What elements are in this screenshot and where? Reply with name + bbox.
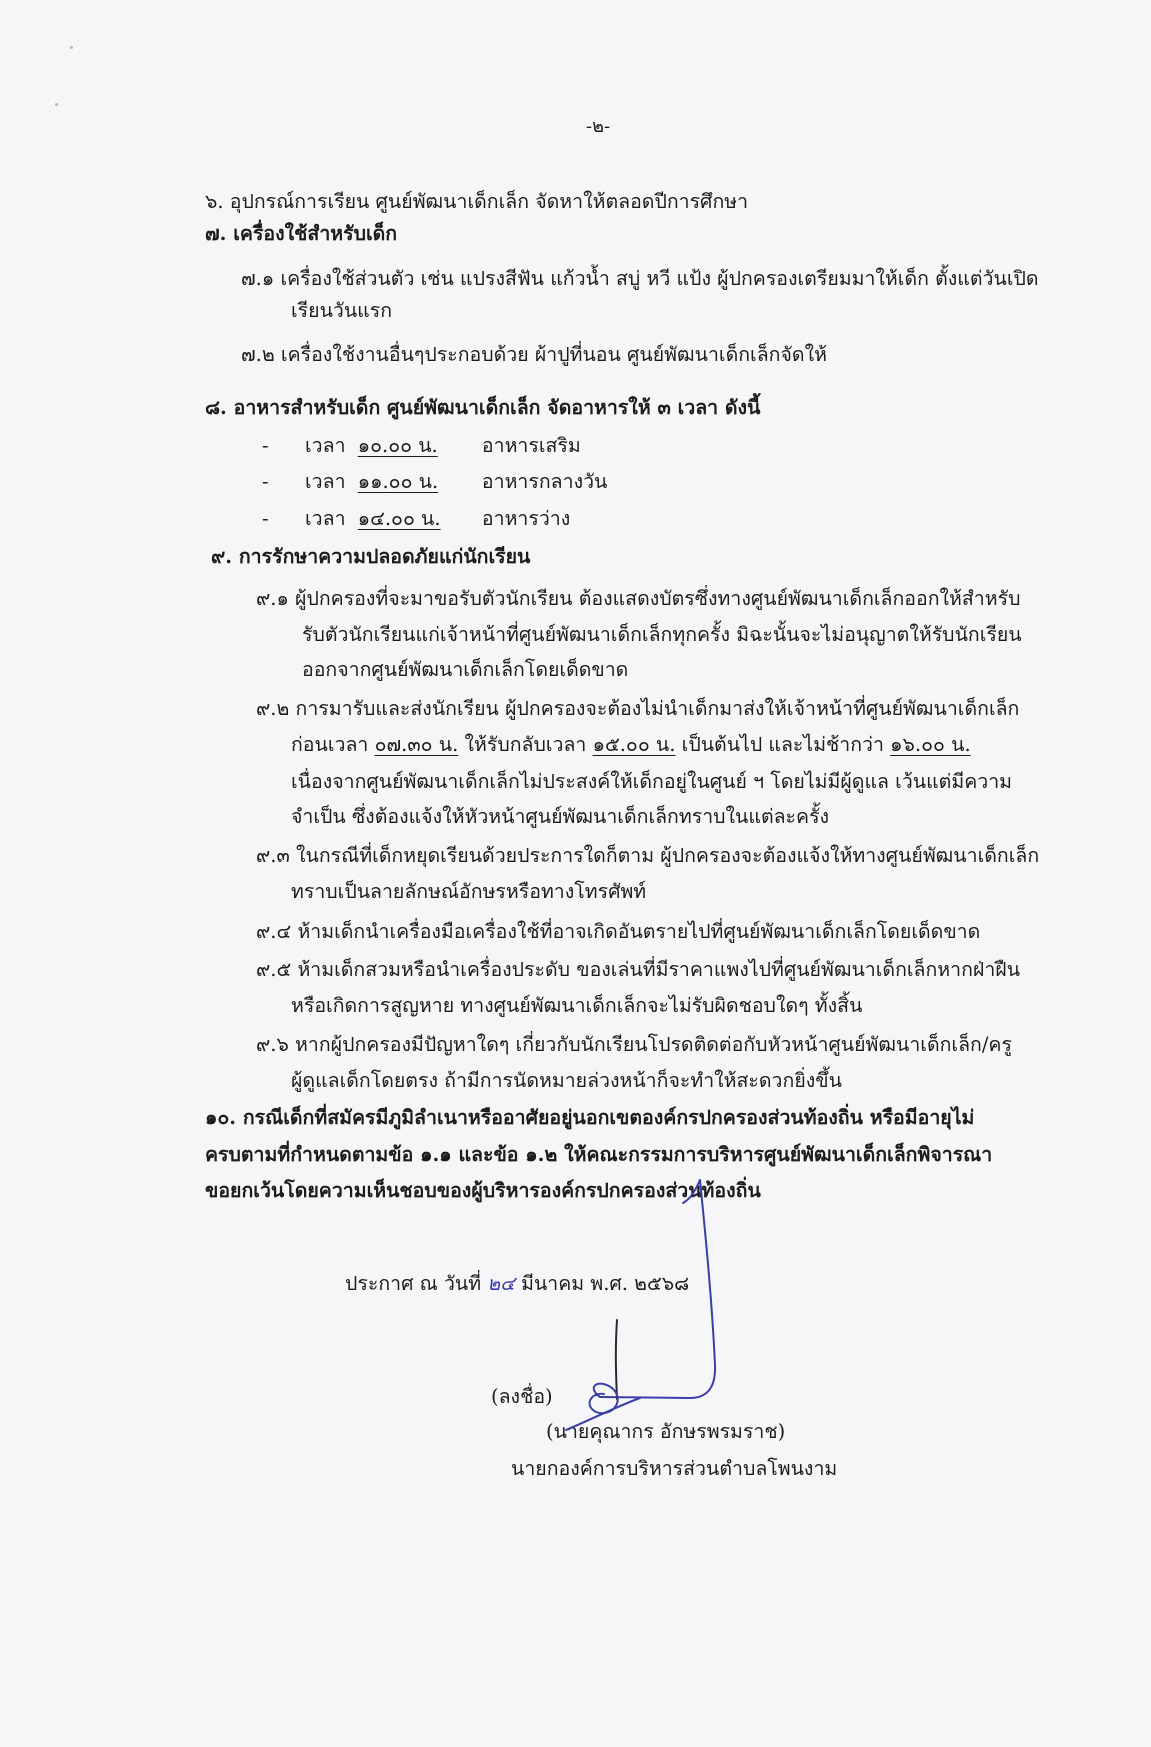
item-9-3-line1: ๙.๓ ในกรณีที่เด็กหยุดเรียนด้วยประการใดก็ตาม ผู้ปกครองจะต้องแจ้งให้ทางศูนย์พัฒนาเด็กเล็ก <box>256 844 1040 867</box>
item-7-1-line1: ๗.๑ เครื่องใช้ส่วนตัว เช่น แปรงสีฟัน แก้วน้ำ สบู่ หวี แป้ง ผู้ปกครองเตรียมมาให้เด็ก ตั้งแต่วันเปิด <box>241 267 1039 290</box>
meal-row <box>262 505 570 533</box>
item-9-2-line1: ๙.๒ การมารับและส่งนักเรียน ผู้ปกครองจะต้องไม่นำเด็กมาส่งให้เจ้าหน้าที่ศูนย์พัฒนาเด็กเล็ก <box>256 697 1020 720</box>
item-9-3-line2: ทราบเป็นลายลักษณ์อักษรหรือทางโทรศัพท์ <box>291 880 647 903</box>
item-7-heading: ๗. เครื่องใช้สำหรับเด็ก <box>205 222 398 245</box>
item-9-5-line2: หรือเกิดการสูญหาย ทางศูนย์พัฒนาเด็กเล็กจะไม่รับผิดชอบใดๆ ทั้งสิ้น <box>291 994 863 1017</box>
text-segment: ให้รับกลับเวลา <box>458 733 593 756</box>
meal-time: ๑๐.๐๐ น. <box>357 434 438 457</box>
meal-label: เวลา <box>305 434 346 457</box>
meal-dash: - <box>262 434 269 457</box>
sign-label: (ลงชื่อ) <box>491 1385 553 1408</box>
signatory-name: (นายคุณากร อักษรพรมราช) <box>546 1420 786 1443</box>
text-segment: เป็นต้นไป และไม่ช้ากว่า <box>675 733 891 756</box>
text-segment: ก่อนเวลา <box>291 733 375 756</box>
text-segment: ประกาศ ณ วันที่ <box>345 1272 488 1295</box>
meal-dash: - <box>262 507 269 530</box>
item-8-heading: ๘. อาหารสำหรับเด็ก ศูนย์พัฒนาเด็กเล็ก จัดอาหารให้ ๓ เวลา ดังนี้ <box>205 396 761 419</box>
latest-pickup-time: ๑๖.๐๐ น. <box>890 733 971 756</box>
meal-name: อาหารเสริม <box>481 434 581 457</box>
meal-row <box>262 468 607 496</box>
scan-speck <box>70 46 73 49</box>
meal-name: อาหารว่าง <box>481 507 571 530</box>
text-segment: มีนาคม พ.ศ. ๒๕๖๘ <box>514 1272 690 1295</box>
item-7-1-line2: เรียนวันแรก <box>291 299 393 322</box>
item-9-1-line2: รับตัวนักเรียนแก่เจ้าหน้าที่ศูนย์พัฒนาเด็กเล็กทุกครั้ง มิฉะนั้นจะไม่อนุญาตให้รับนักเรียน <box>302 623 1022 646</box>
item-10-line1: ๑๐. กรณีเด็กที่สมัครมีภูมิลำเนาหรืออาศัยอยู่นอกเขตองค์กรปกครองส่วนท้องถิ่น หรือมีอายุไม่ <box>205 1106 975 1129</box>
signatory-position: นายกองค์การบริหารส่วนตำบลโพนงาม <box>511 1457 838 1480</box>
announcement-date <box>345 1270 689 1298</box>
handwritten-day: ๒๔ <box>487 1272 515 1295</box>
meal-time: ๑๔.๐๐ น. <box>357 507 441 530</box>
meal-label: เวลา <box>305 470 346 493</box>
item-6: ๖. อุปกรณ์การเรียน ศูนย์พัฒนาเด็กเล็ก จัดหาให้ตลอดปีการศึกษา <box>205 190 749 213</box>
meal-dash: - <box>262 470 269 493</box>
dropoff-time: ๐๗.๓๐ น. <box>374 733 459 756</box>
pickup-time: ๑๕.๐๐ น. <box>592 733 676 756</box>
page-number: -๒- <box>586 116 611 137</box>
meal-row <box>262 432 581 460</box>
item-7-2: ๗.๒ เครื่องใช้งานอื่นๆประกอบด้วย ผ้าปูที่นอน ศูนย์พัฒนาเด็กเล็กจัดให้ <box>241 343 827 366</box>
meal-name: อาหารกลางวัน <box>481 470 608 493</box>
item-9-2-line2 <box>291 731 971 759</box>
item-9-2-line3: เนื่องจากศูนย์พัฒนาเด็กเล็กไม่ประสงค์ให้เด็กอยู่ในศูนย์ ฯ โดยไม่มีผู้ดูแล เว้นแต่มีความ <box>291 770 1012 793</box>
item-9-5-line1: ๙.๕ ห้ามเด็กสวมหรือนำเครื่องประดับ ของเล่นที่มีราคาแพงไปที่ศูนย์พัฒนาเด็กเล็กหากฝ่าฝืน <box>256 958 1021 981</box>
item-9-1-line3: ออกจากศูนย์พัฒนาเด็กเล็กโดยเด็ดขาด <box>302 658 629 681</box>
meal-label: เวลา <box>305 507 346 530</box>
item-9-2-line4: จำเป็น ซึ่งต้องแจ้งให้หัวหน้าศูนย์พัฒนาเด็กเล็กทราบในแต่ละครั้ง <box>291 805 830 828</box>
item-9-1-line1: ๙.๑ ผู้ปกครองที่จะมาขอรับตัวนักเรียน ต้องแสดงบัตรซึ่งทางศูนย์พัฒนาเด็กเล็กออกให้สำหรับ <box>256 587 1021 610</box>
scan-speck <box>55 103 58 106</box>
item-10-line2: ครบตามที่กำหนดตามข้อ ๑.๑ และข้อ ๑.๒ ให้คณะกรรมการบริหารศูนย์พัฒนาเด็กเล็กพิจารณา <box>205 1143 993 1166</box>
item-10-line3: ขอยกเว้นโดยความเห็นชอบของผู้บริหารองค์กรปกครองส่วนท้องถิ่น <box>205 1179 761 1202</box>
item-9-6-line1: ๙.๖ หากผู้ปกครองมีปัญหาใดๆ เกี่ยวกับนักเรียนโปรดติดต่อกับหัวหน้าศูนย์พัฒนาเด็กเล็ก/ครู <box>256 1033 1012 1056</box>
item-9-heading: ๙. การรักษาความปลอดภัยแก่นักเรียน <box>211 545 531 568</box>
item-9-6-line2: ผู้ดูแลเด็กโดยตรง ถ้ามีการนัดหมายล่วงหน้าก็จะทำให้สะดวกยิ่งขึ้น <box>291 1069 842 1092</box>
meal-time: ๑๑.๐๐ น. <box>357 470 439 493</box>
item-9-4: ๙.๔ ห้ามเด็กนำเครื่องมือเครื่องใช้ที่อาจเกิดอันตรายไปที่ศูนย์พัฒนาเด็กเล็กโดยเด็ดขาด <box>256 920 981 943</box>
